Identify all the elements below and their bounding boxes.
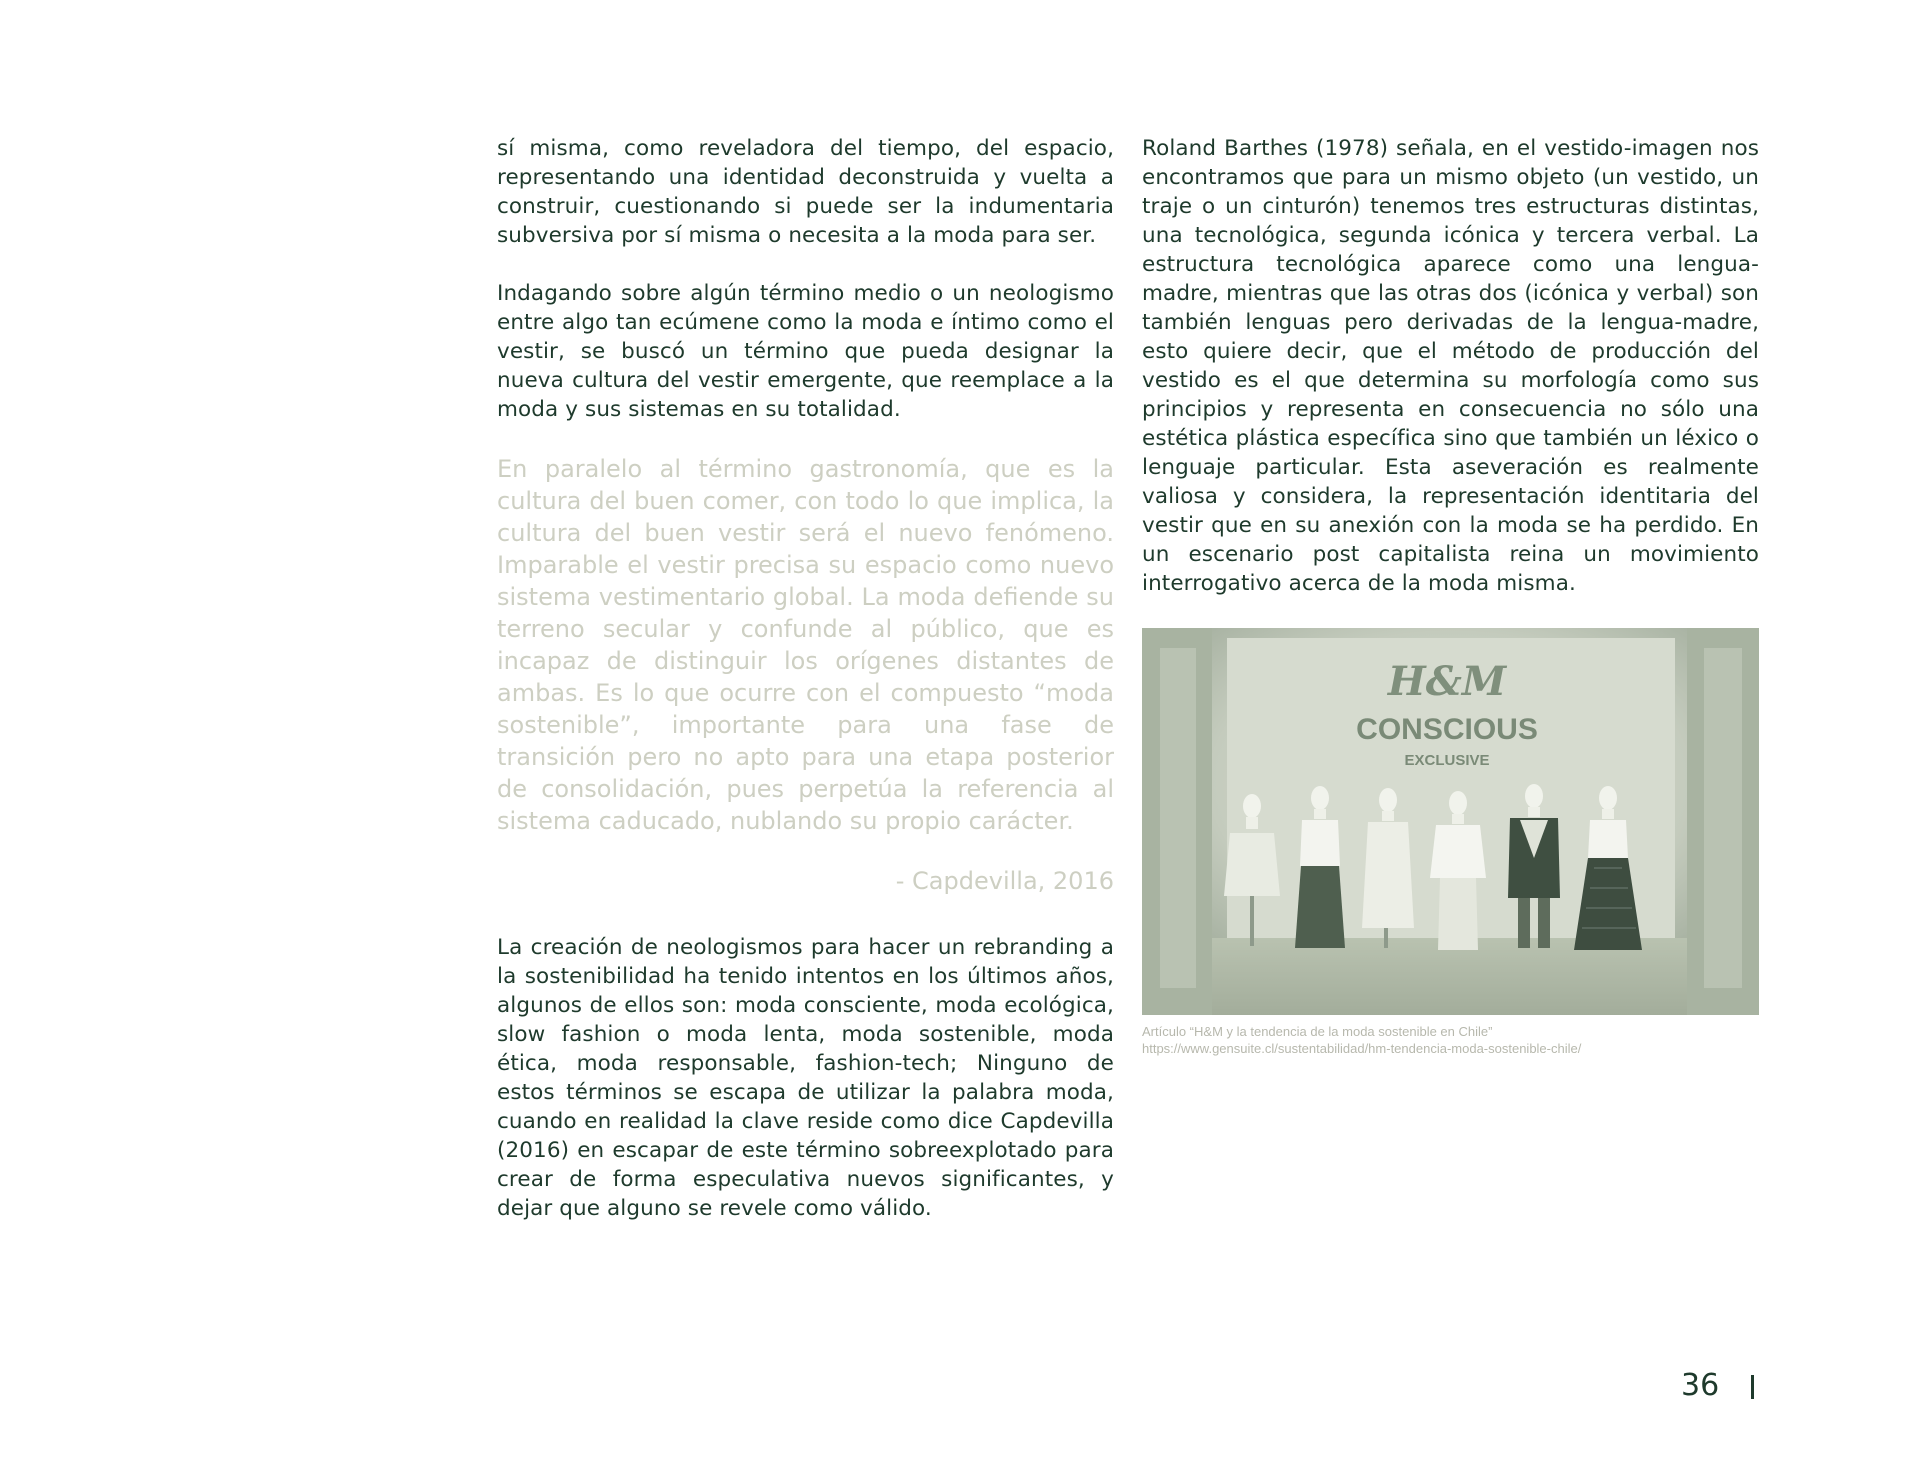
sign-title: CONSCIOUS bbox=[1356, 713, 1538, 746]
left-paragraph-1: sí misma, como reveladora del tiempo, del espacio, representando una identidad deconstruida y vuelta a construir, cuestionando si puede ser la indumentaria subversiva por sí misma o necesita a la moda para ser. bbox=[497, 136, 1114, 248]
quote-source: - Capdevilla, 2016 bbox=[895, 867, 1114, 895]
page-number-bar bbox=[1751, 1375, 1754, 1399]
caption-url: https://www.gensuite.cl/sustentabilidad/hm-tendencia-moda-sostenible-chile/ bbox=[1142, 1041, 1582, 1056]
page-number: 36 bbox=[1681, 1368, 1720, 1403]
left-pillar-detail bbox=[1160, 648, 1196, 988]
right-paragraph-1: Roland Barthes (1978) señala, en el vestido-imagen nos encontramos que para un mismo objeto (un vestido, un traje o un cinturón) tenemos tres estructuras distintas, una tecnológica, segunda icónica y tercera verbal. La estructura tecnológica aparece como una lengua-madre, mientras que las otras dos (icónica y verbal) son también lenguas pero derivadas de la lengua-madre, esto quiere decir, que el método de producción del vestido es el que determina su morfología como sus principios y representa en consecuencia no sólo una estética plástica específica sino que también un léxico o lenguaje particular. Esta aseveración es realmente valiosa y considera, la representación identitaria del vestir que en su anexión con la moda se ha perdido. En un escenario post capitalista reina un movimiento interrogativo acerca de la moda misma. bbox=[1142, 136, 1759, 596]
store-photo bbox=[1142, 628, 1759, 1015]
figure-caption bbox=[1142, 1023, 1759, 1057]
block-quote: En paralelo al término gastronomía, que es la cultura del buen comer, con todo lo que implica, la cultura del buen vestir será el nuevo fenómeno. Imparable el vestir precisa su espacio como nuevo sistema vestimentario global. La moda defiende su terreno secular y confunde al público, que es incapaz de distinguir los orígenes distantes de ambas. Es lo que ocurre con el compuesto “moda sostenible”, importante para una fase de transición pero no apto para una etapa posterior de consolidación, pues perpetúa la referencia al sistema caducado, nublando su propio carácter. bbox=[497, 455, 1114, 835]
hm-logo: H&M bbox=[1387, 658, 1507, 705]
caption-article-title: Artículo “H&M y la tendencia de la moda sostenible en Chile” bbox=[1142, 1024, 1493, 1039]
left-paragraph-3: La creación de neologismos para hacer un rebranding a la sostenibilidad ha tenido intentos en los últimos años, algunos de ellos son: moda consciente, moda ecológica, slow fashion o moda lenta, moda sostenible, moda ética, moda responsable, fashion-tech; Ninguno de estos términos se escapa de utilizar la palabra moda, cuando en realidad la clave reside como dice Capdevilla (2016) en escapar de este término sobreexplotado para crear de forma especulativa nuevos significantes, y dejar que alguno se revele como válido. bbox=[497, 935, 1114, 1221]
left-column bbox=[497, 134, 1114, 1223]
right-pillar-detail bbox=[1704, 648, 1742, 988]
left-paragraph-2: Indagando sobre algún término medio o un neologismo entre algo tan ecúmene como la moda e íntimo como el vestir, se buscó un término que pueda designar la nueva cultura del vestir emergente, que reemplace a la moda y sus sistemas en su totalidad. bbox=[497, 281, 1114, 422]
sign-subtitle: EXCLUSIVE bbox=[1404, 752, 1490, 769]
right-column bbox=[1142, 134, 1759, 1057]
